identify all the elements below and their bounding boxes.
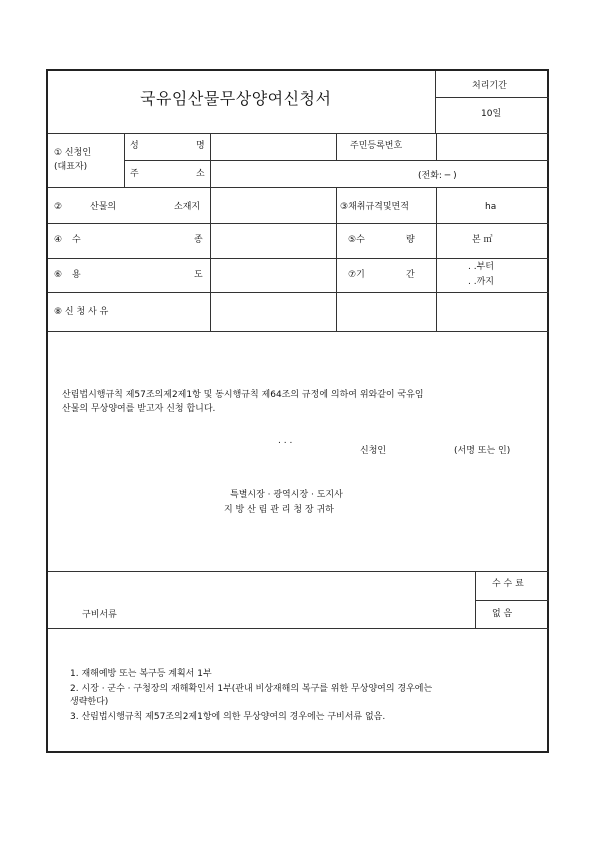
signature-note: (서명 또는 인) [454, 446, 511, 456]
location-number: ② [54, 202, 63, 212]
address-label-last: 소 [196, 169, 205, 179]
declaration-line-1: 산림법시행규칙 제57조의제2제1항 및 동시행규칙 제64조의 규정에 의하여 위와같이 국유임 [62, 390, 424, 400]
applicant-sub-label: (대표자) [54, 162, 88, 172]
fee-value: 없 음 [492, 609, 513, 619]
divider [336, 187, 337, 331]
divider [435, 97, 549, 98]
quantity-label-last: 량 [406, 235, 415, 245]
harvest-unit: ha [485, 202, 497, 212]
processing-period-value: 10일 [481, 109, 502, 119]
fee-label: 수 수 료 [492, 579, 524, 589]
divider [435, 71, 436, 133]
species-number: ④ [54, 235, 63, 245]
declaration-line-2: 산물의 무상양여를 받고자 신청 합니다. [62, 404, 216, 414]
date-dots: . . . [278, 436, 293, 446]
use-label-first: 용 [72, 270, 81, 280]
location-label-first: 산물의 [90, 202, 117, 212]
recipient-line-2: 지 방 산 림 관 리 청 장 귀하 [224, 505, 334, 515]
applicant-sign-label: 신청인 [360, 446, 387, 456]
divider [475, 600, 549, 601]
period-to: . .까지 [468, 277, 494, 287]
divider [336, 133, 337, 160]
resident-number-label: 주민등록번호 [350, 141, 403, 151]
period-label-last: 간 [406, 270, 415, 280]
divider [48, 571, 549, 572]
address-label-first: 주 [130, 169, 139, 179]
divider [436, 187, 437, 331]
period-from: . .부터 [468, 262, 494, 272]
species-label-first: 수 [72, 235, 81, 245]
divider [210, 133, 211, 331]
document-note-3: 3. 산림법시행규칙 제57조의2제1항에 의한 무상양여의 경우에는 구비서류 없음. [70, 712, 386, 722]
divider [48, 223, 549, 224]
document-note-1: 1. 재해예방 또는 복구등 계획서 1부 [70, 669, 212, 679]
document-note-2: 2. 시장 · 군수 · 구청장의 재해확인서 1부(관내 비상재해의 복구를 위한 무상양여의 경우에는 [70, 684, 433, 694]
required-documents-label: 구비서류 [82, 610, 117, 620]
name-label-first: 성 [130, 141, 139, 151]
location-label-last: 소재지 [174, 202, 201, 212]
name-label-last: 명 [196, 141, 205, 151]
divider [48, 628, 549, 629]
applicant-label: ① 신청인 [54, 148, 92, 158]
harvest-spec-label: ③채취규격및면적 [340, 202, 409, 212]
document-note-2-cont: 생략한다) [70, 697, 109, 707]
divider [48, 292, 549, 293]
use-label-last: 도 [194, 270, 203, 280]
use-number: ⑥ [54, 270, 63, 280]
processing-period-label: 처리기간 [472, 81, 507, 91]
reason-label: ⑧ 신 청 사 유 [54, 307, 109, 317]
form-title: 국유임산물무상양여신청서 [140, 89, 332, 108]
divider [124, 160, 549, 161]
species-label-last: 종 [194, 235, 203, 245]
quantity-unit: 본 ㎥ [472, 235, 493, 245]
application-form [46, 69, 549, 753]
phone-field: (전화: ─ ) [418, 171, 457, 181]
quantity-label-first: ⑤수 [348, 235, 365, 245]
period-label-first: ⑦기 [348, 270, 365, 280]
divider [436, 133, 437, 160]
divider [48, 258, 549, 259]
recipient-line-1: 특별시장 · 광역시장 · 도지사 [230, 490, 343, 500]
divider [48, 187, 549, 188]
divider [48, 331, 549, 332]
